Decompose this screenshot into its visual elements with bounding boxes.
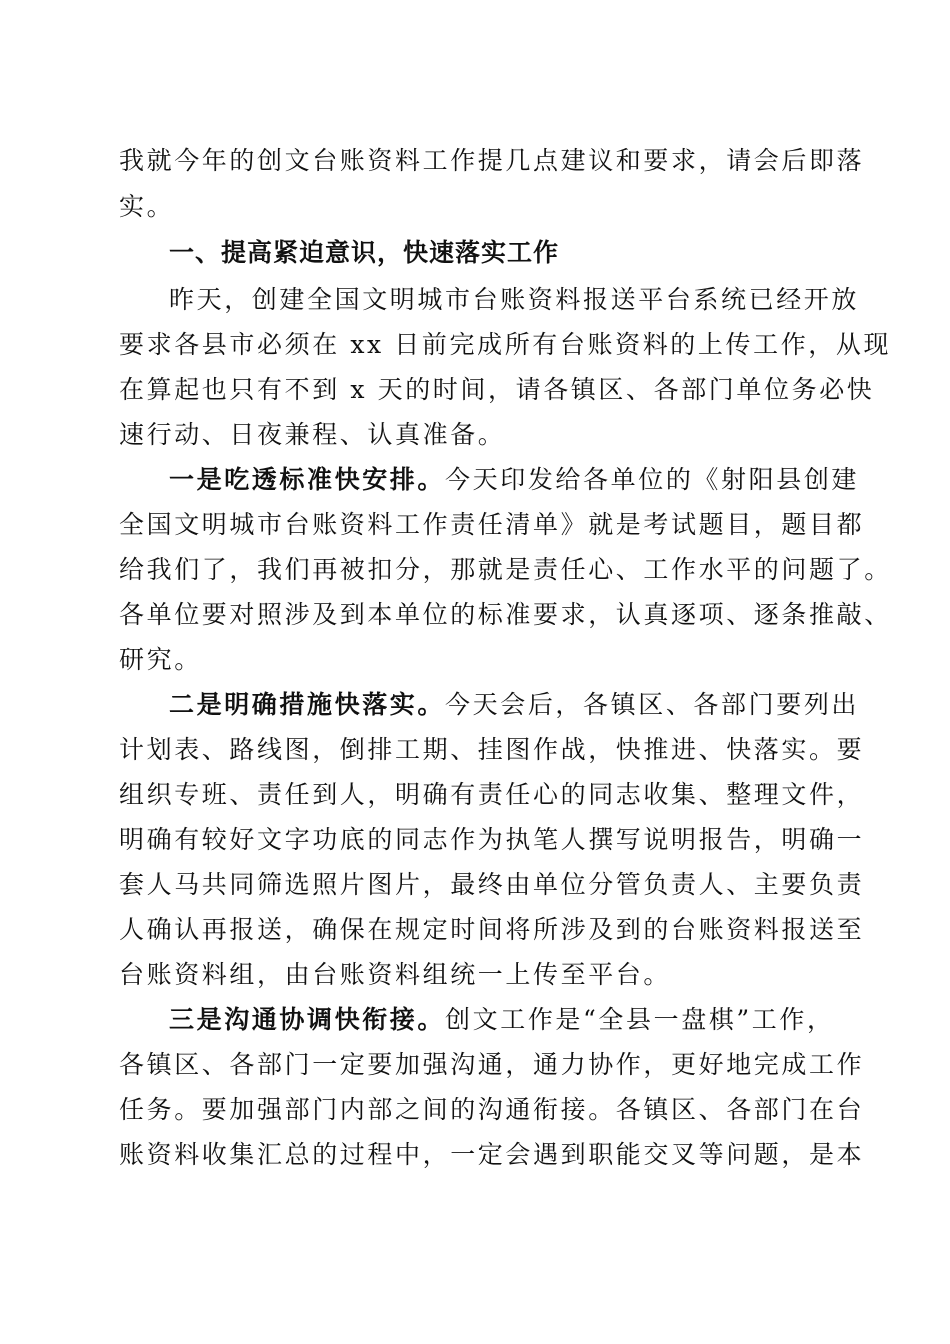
point-1-lead: 一是吃透标准快安排。 [169,465,446,494]
paragraph-line: 套人马共同筛选照片图片，最终由单位分管负责人、主要负责 [119,870,865,899]
point-1-first-line [169,465,859,495]
paragraph-line: 要求各县市必须在 xx 日前完成所有台账资料的上传工作，从现 [119,330,892,359]
paragraph-line: 速行动、日夜兼程、认真准备。 [119,420,506,449]
section-heading: 一、提高紧迫意识，快速落实工作 [169,238,560,267]
paragraph-line: 全国文明城市台账资料工作责任清单》就是考试题目，题目都 [119,510,865,539]
intro-line-2: 实。 [119,192,175,221]
point-3-lead: 三是沟通协调快衔接。 [169,1005,446,1034]
paragraph-line: 台账资料组，由台账资料组统一上传至平台。 [119,960,672,989]
point-2-text: 今天会后，各镇区、各部门要列出 [445,690,860,719]
intro-line-1: 我就今年的创文台账资料工作提几点建议和要求，请会后即落 [119,146,865,175]
paragraph-line: 明确有较好文字功底的同志作为执笔人撰写说明报告，明确一 [119,825,865,854]
paragraph-line: 组织专班、责任到人，明确有责任心的同志收集、整理文件， [119,780,865,809]
paragraph-line: 昨天，创建全国文明城市台账资料报送平台系统已经开放 [169,285,860,314]
point-1-text: 今天印发给各单位的《射阳县创建 [445,465,860,494]
paragraph-line: 人确认再报送，确保在规定时间将所涉及到的台账资料报送至 [119,915,865,944]
paragraph-line: 给我们了，我们再被扣分，那就是责任心、工作水平的问题了。 [119,555,892,584]
paragraph-line: 任务。要加强部门内部之间的沟通衔接。各镇区、各部门在台 [119,1095,865,1124]
point-3-text: 创文工作是“全县一盘棋”工作， [445,1005,835,1034]
paragraph-line: 各镇区、各部门一定要加强沟通，通力协作，更好地完成工作 [119,1050,865,1079]
paragraph-line: 在算起也只有不到 x 天的时间，请各镇区、各部门单位务必快 [119,375,875,404]
paragraph-line: 账资料收集汇总的过程中，一定会遇到职能交叉等问题，是本 [119,1140,865,1169]
point-2-lead: 二是明确措施快落实。 [169,690,446,719]
paragraph-line: 计划表、路线图，倒排工期、挂图作战，快推进、快落实。要 [119,735,865,764]
paragraph-line: 各单位要对照涉及到本单位的标准要求，认真逐项、逐条推敲、 [119,600,892,629]
point-3-first-line [169,1005,835,1035]
point-2-first-line [169,690,859,720]
paragraph-line: 研究。 [119,645,202,674]
